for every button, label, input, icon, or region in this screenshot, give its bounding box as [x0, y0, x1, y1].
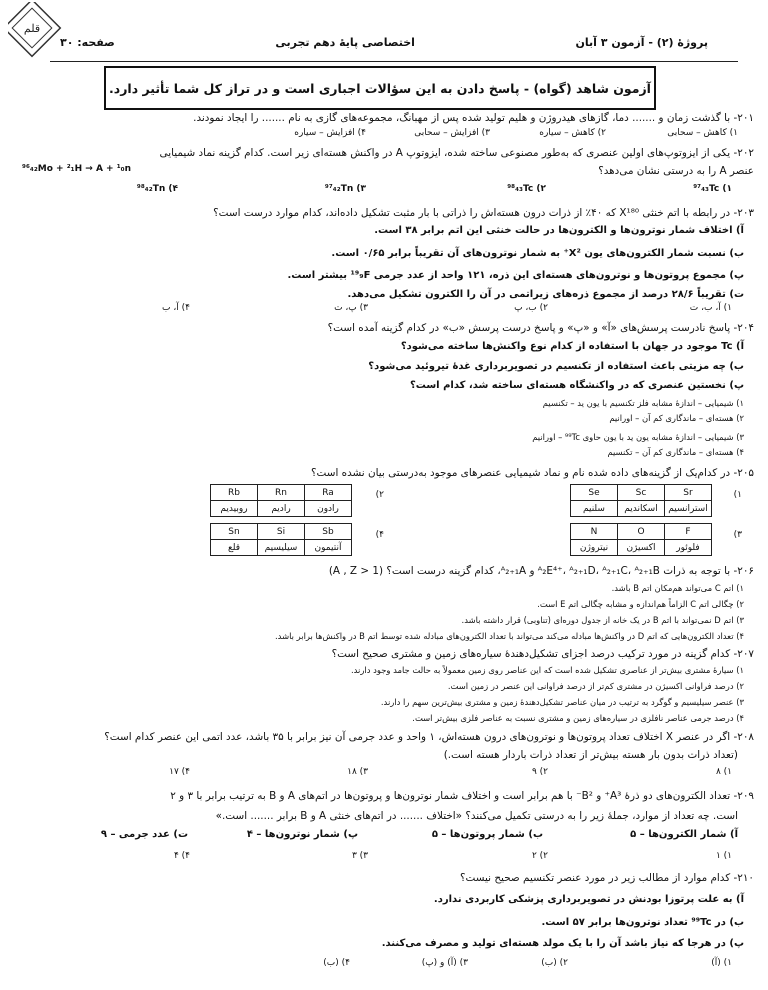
q206-option-1[interactable]: ۱) اتم C می‌تواند هم‌مکان اتم B باشد.	[611, 583, 744, 593]
q210-item-c: پ) در هرجا که نیاز باشد آن را با یک مولد هسته‌ای تولید و مصرف می‌کنند.	[381, 938, 744, 949]
q210-option-1[interactable]: ۱) (آ)	[711, 958, 732, 968]
q209-option-1[interactable]: ۱) ۱	[715, 851, 732, 861]
q202-option-3[interactable]: ۳) ⁹⁷₄₂Tn	[324, 184, 366, 194]
element-symbol: Se	[571, 485, 618, 501]
element-name: استرانسیم	[665, 501, 712, 517]
header-divider	[50, 61, 738, 62]
element-symbol: Ra	[305, 485, 352, 501]
element-name: رادون	[305, 501, 352, 517]
question-210: ۲۱۰- کدام موارد از مطالب زیر در مورد عنصر تکنسیم صحیح نیست؟	[460, 872, 754, 884]
element-name: روبیدیم	[211, 501, 258, 517]
q210-item-a: آ) به علت پرتوزا بودنش در تصویربرداری پزشکی کاربردی ندارد.	[433, 894, 744, 905]
q207-option-3[interactable]: ۳) عنصر سیلیسیم و گوگرد به ترتیب در میان عناصر تشکیل‌دهندهٔ زمین و مشتری بیش‌ترین سهم را دارند.	[380, 697, 744, 707]
control-exam-banner: آزمون شاهد (گواه) - پاسخ دادن به این سؤالات اجباری است و در تراز کل شما تأثیر دارد.	[104, 66, 656, 110]
q204-option-4[interactable]: ۴) هسته‌ای – ماندگاری کم آن – تکنسیم	[607, 447, 744, 457]
element-symbol: Rn	[258, 485, 305, 501]
element-name: فلوئور	[665, 540, 712, 556]
element-name: قلع	[211, 540, 258, 556]
question-205: ۲۰۵- در کدام‌یک از گزینه‌های داده شده نام و نماد شیمیایی عنصرهای موجود به‌درستی بیان نشده است؟	[311, 467, 754, 479]
q210-option-4[interactable]: ۴) (ب)	[323, 958, 350, 968]
q207-option-1[interactable]: ۱) سیارهٔ مشتری بیش‌تر از عناصری تشکیل شده است که این عناصر روی زمین معمولاً به حالت جامد وجود دارند.	[351, 665, 744, 675]
q206-option-3[interactable]: ۳) اتم D نمی‌تواند با اتم B در یک خانه از جدول دوره‌ای (تناوبی) قرار داشته باشد.	[461, 615, 744, 625]
q208-option-3[interactable]: ۳) ۱۸	[347, 767, 368, 777]
q205-option-2-number[interactable]: ۲)	[375, 490, 384, 500]
q207-option-4[interactable]: ۴) درصد جرمی عناصر نافلزی در سیاره‌های زمین و مشتری نسبت به عناصر فلزی بیش‌تر است.	[412, 713, 744, 723]
question-202-line-1: ۲۰۲- یکی از ایزوتوپ‌های اولین عنصری که به‌طور مصنوعی ساخته شده، ایزوتوپ A در واکنش هسته‌ای زیر است. کدام گزینه نماد شیمیایی	[159, 147, 754, 159]
q204-item-c: پ) نخستین عنصری که در واکنشگاه هسته‌ای ساخته شد، کدام است؟	[409, 380, 744, 391]
element-name: آنتیمون	[305, 540, 352, 556]
q202-option-4[interactable]: ۴) ⁹⁸₄₂Tn	[136, 184, 178, 194]
q203-item-b: ب) نسبت شمار الکترون‌های یون X²⁺ به شمار نوترون‌های آن تقریباً برابر ۰/۶۵ است.	[331, 248, 744, 259]
question-201: ۲۰۱- با گذشت زمان و ....... دما، گازهای هیدروژن و هلیم تولید شده پس از مهبانگ، مجموعه‌های گازی به نام ....... را ایجاد نمودند.	[193, 112, 754, 124]
q209-option-2[interactable]: ۲) ۲	[531, 851, 548, 861]
svg-text:قلم: قلم	[23, 22, 41, 35]
q210-item-b: ب) در ⁹⁹Tc تعداد نوترون‌ها برابر ۵۷ است.	[541, 917, 744, 928]
question-208-line-1: ۲۰۸- اگر در عنصر X اختلاف تعداد پروتون‌ها و نوترون‌های درون هسته‌اش، ۱ واحد و عدد جرمی آن نیز برابر با ۳۵ باشد، عدد اتمی این عنصر کدام است؟	[104, 731, 754, 743]
q201-option-4[interactable]: ۴) افزایش – سیاره	[294, 128, 366, 138]
q202-option-2[interactable]: ۲) ⁹⁸₄₃Tc	[507, 184, 546, 194]
q203-option-3[interactable]: ۳) پ، ت	[334, 303, 368, 313]
element-name: سلنیم	[571, 501, 618, 517]
q205-table-2[interactable]	[210, 484, 352, 517]
element-symbol: F	[665, 524, 712, 540]
q209-option-4[interactable]: ۴) ۴	[173, 851, 190, 861]
question-207: ۲۰۷- کدام گزینه در مورد ترکیب درصد اجزای تشکیل‌دهندهٔ سیاره‌های زمین و مشتری صحیح است؟	[331, 648, 754, 660]
q206-option-4[interactable]: ۴) تعداد الکترون‌هایی که اتم D در واکنش‌ها مبادله می‌کند می‌تواند با تعداد الکترون‌های مبادله شده توسط اتم B در واکنش‌ها برابر باشد.	[275, 631, 744, 641]
element-symbol: Sn	[211, 524, 258, 540]
question-206: ۲۰۶- با توجه به ذرات ᴬ₂E⁴⁺، ᴬ₂₊₁D، ᴬ₂₊₁C، ᴬ₂₊₁B و ᴬ₂₊₁A، کدام گزینه درست است؟ (A , Z > 1)	[328, 565, 754, 577]
q209-item-d: ت) عدد جرمی – ۹	[100, 829, 188, 840]
element-symbol: Rb	[211, 485, 258, 501]
q204-option-1[interactable]: ۱) شیمیایی – اندازهٔ مشابه فلز تکنسیم با یون ید – تکنسیم	[542, 398, 744, 408]
q203-option-1[interactable]: ۱) آ، ب، ت	[689, 303, 732, 313]
q204-option-3[interactable]: ۳) شیمیایی – اندازهٔ مشابه یون ید با یون حاوی ⁹⁹Tc – اورانیم	[532, 432, 744, 442]
question-204: ۲۰۴- پاسخ نادرست پرسش‌های «آ» و «پ» و پاسخ درست پرسش «ب» در کدام گزینه آمده است؟	[327, 322, 754, 334]
q201-option-3[interactable]: ۳) افزایش – سحابی	[414, 128, 490, 138]
q210-option-3[interactable]: ۳) (آ) و (پ)	[421, 958, 468, 968]
q206-option-2[interactable]: ۲) چگالی اتم C الزاماً هم‌اندازه و مشابه چگالی اتم E است.	[537, 599, 744, 609]
q205-table-4[interactable]	[210, 523, 352, 556]
question-202-line-2: عنصر A را به درستی نشان می‌دهد؟	[598, 165, 754, 177]
question-203: ۲۰۳- در رابطه با اتم خنثی X¹⁸⁰ که ۴۰٪ از ذرات درون هسته‌اش را ذراتی با بار مثبت تشکیل داده‌اند، کدام موارد درست است؟	[213, 207, 754, 219]
q208-option-1[interactable]: ۱) ۸	[715, 767, 732, 777]
element-symbol: N	[571, 524, 618, 540]
q204-option-2[interactable]: ۲) هسته‌ای – ماندگاری کم آن – اورانیم	[609, 413, 744, 423]
q205-table-3[interactable]	[570, 523, 712, 556]
element-symbol: Si	[258, 524, 305, 540]
element-symbol: Sc	[618, 485, 665, 501]
q208-option-2[interactable]: ۲) ۹	[531, 767, 548, 777]
q203-option-4[interactable]: ۴) آ، ب	[162, 303, 190, 313]
q204-item-a: آ) Tc موجود در جهان با استفاده از کدام نوع واکنش‌ها ساخته می‌شود؟	[400, 341, 744, 352]
q203-item-a: آ) اختلاف شمار نوترون‌ها و الکترون‌ها در حالت خنثی این اتم برابر ۳۸ است.	[374, 225, 744, 236]
q210-option-2[interactable]: ۲) (ب)	[541, 958, 568, 968]
q203-item-c: پ) مجموع پروتون‌ها و نوترون‌های هسته‌ای این ذره، ۱۲۱ واحد از عدد جرمی ¹⁹₉F بیشتر است.	[287, 270, 744, 281]
q203-item-d: ت) تقریباً ۲۸/۶ درصد از مجموع ذره‌های زیراتمی در آن را الکترون تشکیل می‌دهد.	[347, 289, 744, 300]
q204-item-b: ب) چه مزیتی باعث استفاده از تکنسیم در تصویربرداری غدهٔ تیروئید می‌شود؟	[368, 361, 744, 372]
q205-table-1[interactable]	[570, 484, 712, 517]
header-exam-name: پروژهٔ (۲) - آزمون ۳ آبان	[575, 35, 708, 49]
q205-option-3-number[interactable]: ۳)	[733, 530, 742, 540]
institute-logo-icon	[8, 2, 64, 58]
header-track: اختصاصی پایهٔ دهم تجربی	[275, 35, 415, 49]
q209-item-a: آ) شمار الکترون‌ها – ۵	[630, 829, 738, 840]
header-page-number: صفحه: ۳۰	[60, 35, 115, 49]
q209-item-c: پ) شمار نوترون‌ها – ۴	[246, 829, 358, 840]
element-symbol: O	[618, 524, 665, 540]
q205-option-4-number[interactable]: ۴)	[375, 530, 384, 540]
q201-option-2[interactable]: ۲) کاهش – سیاره	[539, 128, 606, 138]
q203-option-2[interactable]: ۲) ب، پ	[514, 303, 548, 313]
element-name: رادیم	[258, 501, 305, 517]
q209-item-b: ب) شمار پروتون‌ها – ۵	[431, 829, 543, 840]
q207-option-2[interactable]: ۲) درصد فراوانی اکسیژن در مشتری کم‌تر از درصد فراوانی این عنصر در زمین است.	[447, 681, 744, 691]
q202-equation: ⁹⁶₄₂Mo + ²₁H → A + ¹₀n	[22, 164, 132, 174]
q202-option-1[interactable]: ۱) ⁹⁷₄₃Tc	[693, 184, 732, 194]
question-209-line-2: است. چه تعداد از موارد، جملهٔ زیر را به درستی تکمیل می‌کنند؟ «اختلاف ....... در اتم‌های خنثی A و B برابر ....... است.»	[215, 810, 738, 822]
question-209-line-1: ۲۰۹- تعداد الکترون‌های دو ذرهٔ A³⁺ و B²⁻ با هم برابر است و اختلاف شمار نوترون‌ها و پروتون‌ها در اتم‌های A و B به ترتیب برابر با ۳ و ۲	[170, 790, 754, 802]
question-208-line-2: (تعداد ذرات بدون بار هسته بیش‌تر از تعداد ذرات باردار هسته است.)	[443, 749, 738, 761]
element-name: اکسیژن	[618, 540, 665, 556]
q205-option-1-number[interactable]: ۱)	[733, 490, 742, 500]
element-name: سیلیسیم	[258, 540, 305, 556]
q208-option-4[interactable]: ۴) ۱۷	[169, 767, 190, 777]
element-name: اسکاندیم	[618, 501, 665, 517]
element-name: نیتروژن	[571, 540, 618, 556]
element-symbol: Sr	[665, 485, 712, 501]
q209-option-3[interactable]: ۳) ۳	[351, 851, 368, 861]
q201-option-1[interactable]: ۱) کاهش – سحابی	[667, 128, 738, 138]
page-header	[60, 28, 708, 56]
element-symbol: Sb	[305, 524, 352, 540]
